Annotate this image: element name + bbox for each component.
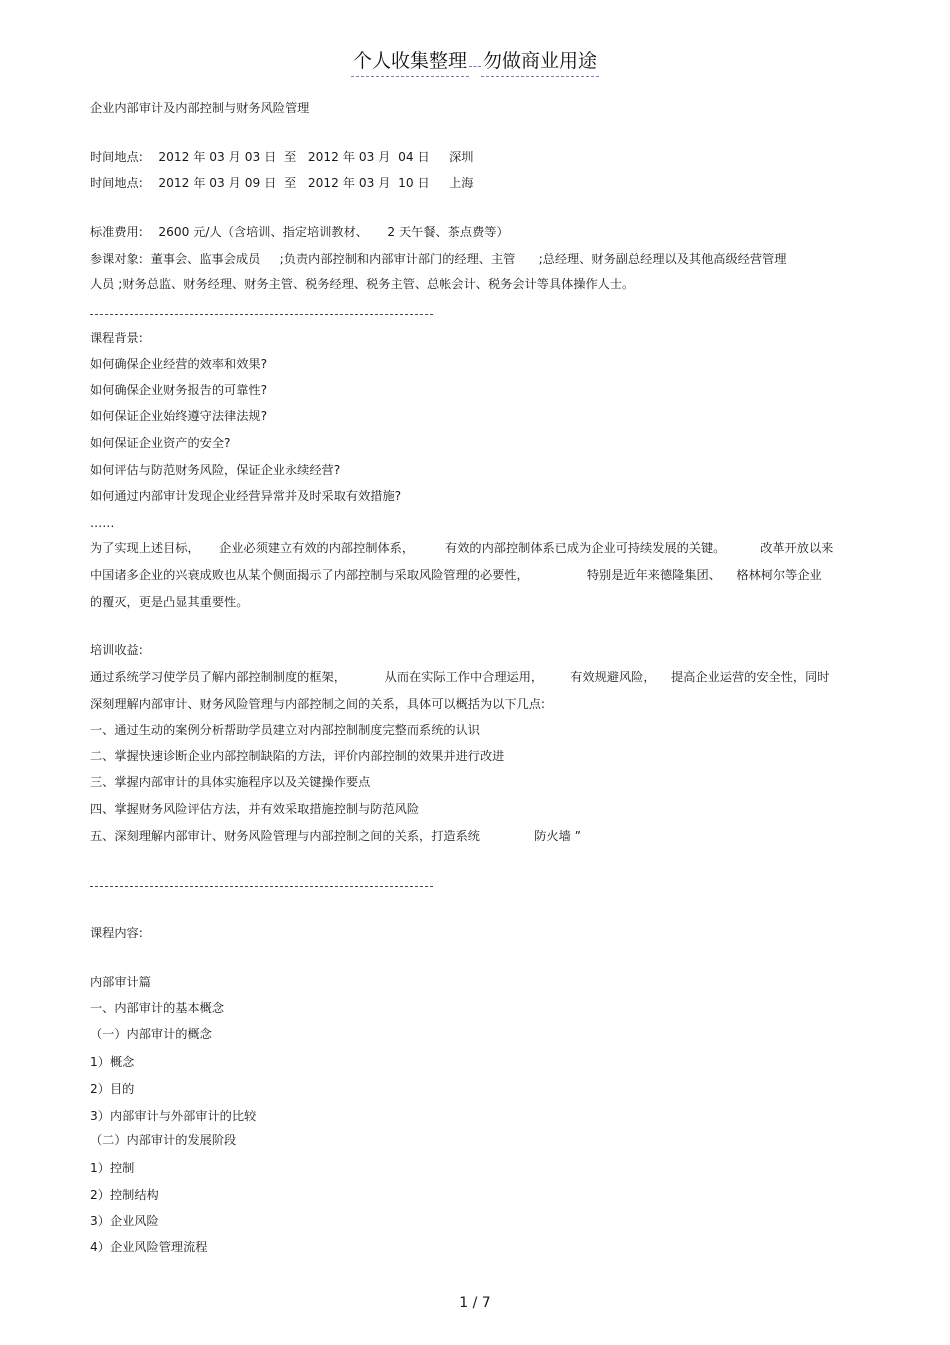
outline-item: 3）内部审计与外部审计的比较	[90, 1109, 257, 1123]
outline-item: （二）内部审计的发展阶段	[90, 1133, 237, 1147]
outline-item: 一、内部审计的基本概念	[90, 1001, 225, 1015]
paragraph-line: 中国诸多企业的兴衰成败也从某个侧面揭示了内部控制与采取风险管理的必要性， 特别是近年来德隆集团、 格林柯尔等企业	[90, 568, 822, 582]
question-line: 如何通过内部审计发现企业经营异常并及时采取有效措施?	[90, 489, 402, 503]
benefit-item: 二、掌握快速诊断企业内部控制缺陷的方法，评价内部控制的效果并进行改进	[90, 749, 505, 763]
audience-line: 参课对象: 董事会、监事会成员 ;负责内部控制和内部审计部门的经理、主管 ;总经理、财务副总经理以及其他高级经营管理	[90, 252, 787, 266]
question-line: 如何评估与防范财务风险，保证企业永续经营?	[90, 463, 341, 477]
outline-item: 1）控制	[90, 1161, 135, 1175]
paragraph-line: 通过系统学习使学员了解内部控制制度的框架， 从而在实际工作中合理运用， 有效规避风险， 提高企业运营的安全性，同时	[90, 670, 830, 684]
header-text-1: 个人收集整理	[351, 46, 469, 77]
schedule-line: 时间地点: 2012 年 03 月 09 日 至 2012 年 03 月 10 日 上海	[90, 176, 474, 190]
separator	[90, 886, 433, 887]
outline-item: （一）内部审计的概念	[90, 1027, 212, 1041]
benefit-item: 三、掌握内部审计的具体实施程序以及关键操作要点	[90, 775, 371, 789]
fee-line: 标准费用: 2600 元/人（含培训、指定培训教材、 2 天午餐、茶点费等）	[90, 225, 509, 239]
section-heading: 课程背景:	[90, 331, 143, 345]
document-title: 企业内部审计及内部控制与财务风险管理	[90, 101, 310, 115]
benefit-item: 四、掌握财务风险评估方法，并有效采取措施控制与防范风险	[90, 802, 420, 816]
section-heading: 培训收益:	[90, 643, 143, 657]
benefit-item: 五、深刻理解内部审计、财务风险管理与内部控制之间的关系，打造系统 防火墙 ”	[90, 829, 581, 843]
separator	[90, 314, 433, 315]
ellipsis: ……	[90, 516, 115, 530]
section-heading: 课程内容:	[90, 926, 143, 940]
outline-item: 2）目的	[90, 1082, 135, 1096]
audience-line: 人员 ;财务总监、财务经理、财务主管、税务经理、税务主管、总帐会计、税务会计等具体操作人士。	[90, 277, 635, 291]
question-line: 如何确保企业财务报告的可靠性?	[90, 383, 268, 397]
header-text-2: 勿做商业用途	[481, 46, 599, 77]
outline-item: 3）企业风险	[90, 1214, 159, 1228]
paragraph-line: 为了实现上述目标， 企业必须建立有效的内部控制体系， 有效的内部控制体系已成为企业可持续发展的关键。 改革开放以来	[90, 541, 834, 555]
paragraph-line: 深刻理解内部审计、财务风险管理与内部控制之间的关系，具体可以概括为以下几点:	[90, 697, 546, 711]
page-number: 1 / 7	[459, 1295, 491, 1311]
question-line: 如何保证企业始终遵守法律法规?	[90, 409, 268, 423]
question-line: 如何确保企业经营的效率和效果?	[90, 357, 268, 371]
outline-item: 1）概念	[90, 1055, 135, 1069]
paragraph-line: 的覆灭，更是凸显其重要性。	[90, 595, 249, 609]
subsection-heading: 内部审计篇	[90, 975, 151, 989]
outline-item: 4）企业风险管理流程	[90, 1240, 208, 1254]
question-line: 如何保证企业资产的安全?	[90, 436, 231, 450]
page-header	[0, 46, 950, 77]
outline-item: 2）控制结构	[90, 1188, 159, 1202]
benefit-item: 一、通过生动的案例分析帮助学员建立对内部控制制度完整而系统的认识	[90, 723, 480, 737]
schedule-line: 时间地点: 2012 年 03 月 03 日 至 2012 年 03 月 04 日 深圳	[90, 150, 474, 164]
